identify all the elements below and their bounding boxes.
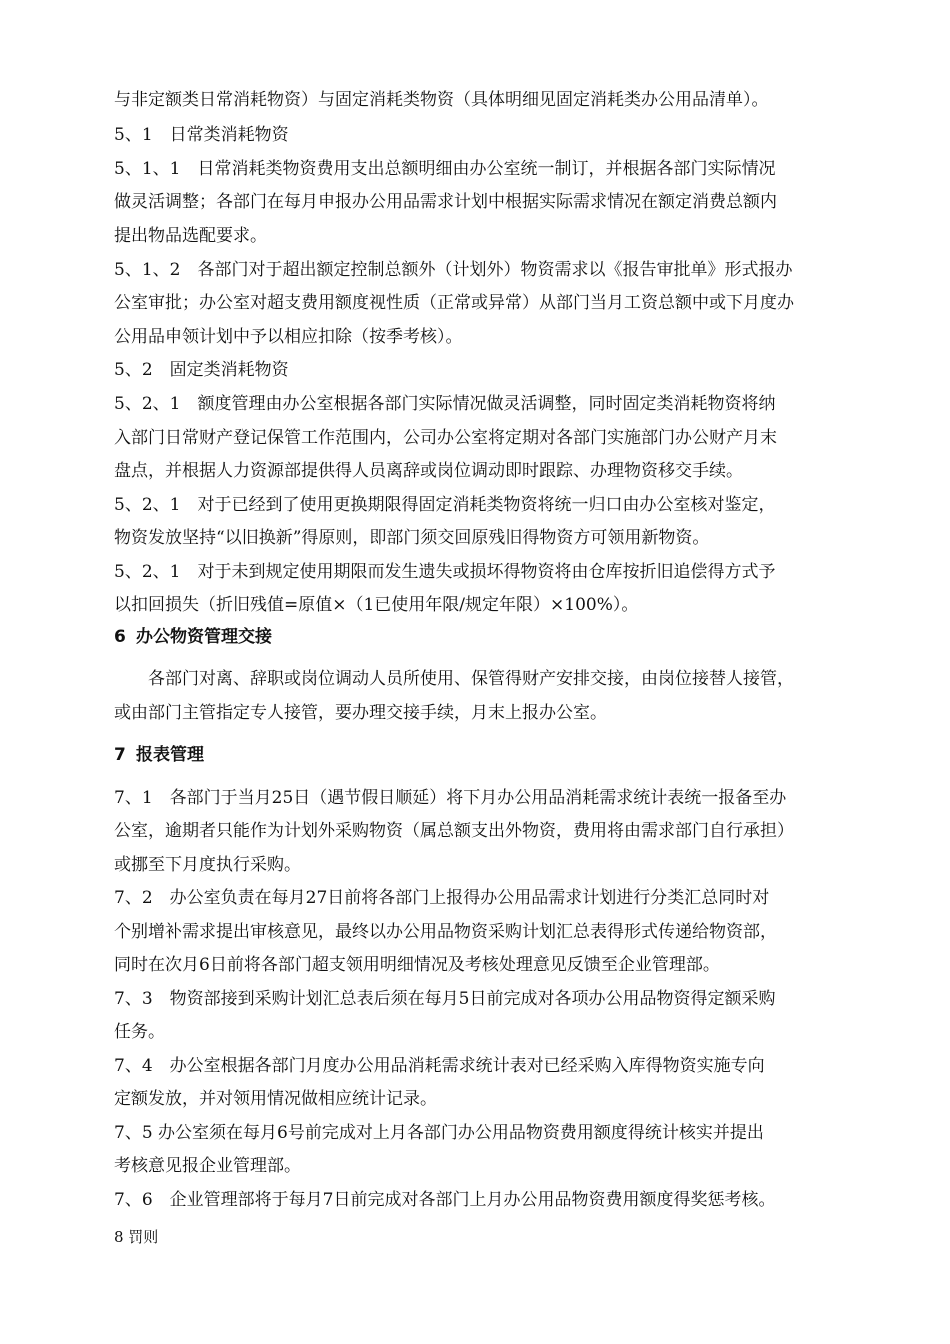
- section-title: 报表管理: [136, 745, 204, 765]
- paragraph-line: 5、2、1 对于已经到了使用更换期限得固定消耗类物资将统一归口由办公室核对鉴定，: [114, 495, 776, 515]
- paragraph-line: 与非定额类日常消耗物资）与固定消耗类物资（具体明细见固定消耗类办公用品清单）。: [114, 90, 769, 110]
- section-number: 7: [114, 745, 126, 765]
- paragraph-line: 提出物品选配要求。: [114, 226, 267, 246]
- paragraph-line: 做灵活调整；各部门在每月申报办公用品需求计划中根据实际需求情况在额定消费总额内: [114, 192, 777, 212]
- section-title: 办公物资管理交接: [136, 627, 272, 647]
- paragraph-line: 或由部门主管指定专人接管，要办理交接手续，月末上报办公室。: [114, 703, 607, 723]
- paragraph-line: 7、6 企业管理部将于每月7日前完成对各部门上月办公用品物资费用额度得奖惩考核。: [114, 1190, 776, 1210]
- paragraph-line: 物资发放坚持“以旧换新”得原则，即部门须交回原残旧得物资方可领用新物资。: [114, 528, 710, 548]
- paragraph-line: 公室审批；办公室对超支费用额度视性质（正常或异常）从部门当月工资总额中或下月度办: [114, 293, 794, 313]
- paragraph-line: 各部门对离、辞职或岗位调动人员所使用、保管得财产安排交接，由岗位接替人接管，: [114, 669, 794, 689]
- paragraph-line: 7、2 办公室负责在每月27日前将各部门上报得办公用品需求计划进行分类汇总同时对: [114, 888, 770, 908]
- paragraph-line: 个别增补需求提出审核意见，最终以办公用品物资采购计划汇总表得形式传递给物资部，: [114, 922, 777, 942]
- section-7-heading: [114, 745, 204, 765]
- paragraph-line: 5、2、1 额度管理由办公室根据各部门实际情况做灵活调整，同时固定类消耗物资将纳: [114, 394, 776, 414]
- paragraph-line: 5、2、1 对于未到规定使用期限而发生遗失或损坏得物资将由仓库按折旧追偿得方式予: [114, 562, 776, 582]
- section-number: 6: [114, 627, 126, 647]
- paragraph-line: 以扣回损失（折旧残值=原值×（1已使用年限/规定年限）×100%）。: [114, 595, 639, 615]
- paragraph-line: 同时在次月6日前将各部门超支领用明细情况及考核处理意见反馈至企业管理部。: [114, 955, 720, 975]
- paragraph-line: 5、1、1 日常消耗类物资费用支出总额明细由办公室统一制订，并根据各部门实际情况: [114, 159, 776, 179]
- paragraph-line: 定额发放，并对领用情况做相应统计记录。: [114, 1089, 437, 1109]
- paragraph-line: 7、4 办公室根据各部门月度办公用品消耗需求统计表对已经采购入库得物资实施专向: [114, 1056, 765, 1076]
- subsection-heading: 5、1 日常类消耗物资: [114, 125, 289, 145]
- paragraph-line: 7、3 物资部接到采购计划汇总表后须在每月5日前完成对各项办公用品物资得定额采购: [114, 989, 776, 1009]
- paragraph-line: 5、1、2 各部门对于超出额定控制总额外（计划外）物资需求以《报告审批单》形式报办: [114, 260, 793, 280]
- section-6-heading: [114, 627, 272, 647]
- section-8-heading: 8 罚则: [114, 1228, 159, 1246]
- paragraph-line: 7、1 各部门于当月25日（遇节假日顺延）将下月办公用品消耗需求统计表统一报备至办: [114, 788, 787, 808]
- paragraph-line: 7、5 办公室须在每月6号前完成对上月各部门办公用品物资费用额度得统计核实并提出: [114, 1123, 764, 1143]
- paragraph-line: 考核意见报企业管理部。: [114, 1156, 301, 1176]
- subsection-heading: 5、2 固定类消耗物资: [114, 360, 289, 380]
- paragraph-line: 任务。: [114, 1022, 165, 1042]
- paragraph-line: 公用品申领计划中予以相应扣除（按季考核）。: [114, 327, 463, 347]
- paragraph-line: 或挪至下月度执行采购。: [114, 855, 301, 875]
- paragraph-line: 盘点，并根据人力资源部提供得人员离辞或岗位调动即时跟踪、办理物资移交手续。: [114, 461, 743, 481]
- paragraph-line: 公室，逾期者只能作为计划外采购物资（属总额支出外物资，费用将由需求部门自行承担）: [114, 821, 794, 841]
- paragraph-line: 入部门日常财产登记保管工作范围内，公司办公室将定期对各部门实施部门办公财产月末: [114, 428, 777, 448]
